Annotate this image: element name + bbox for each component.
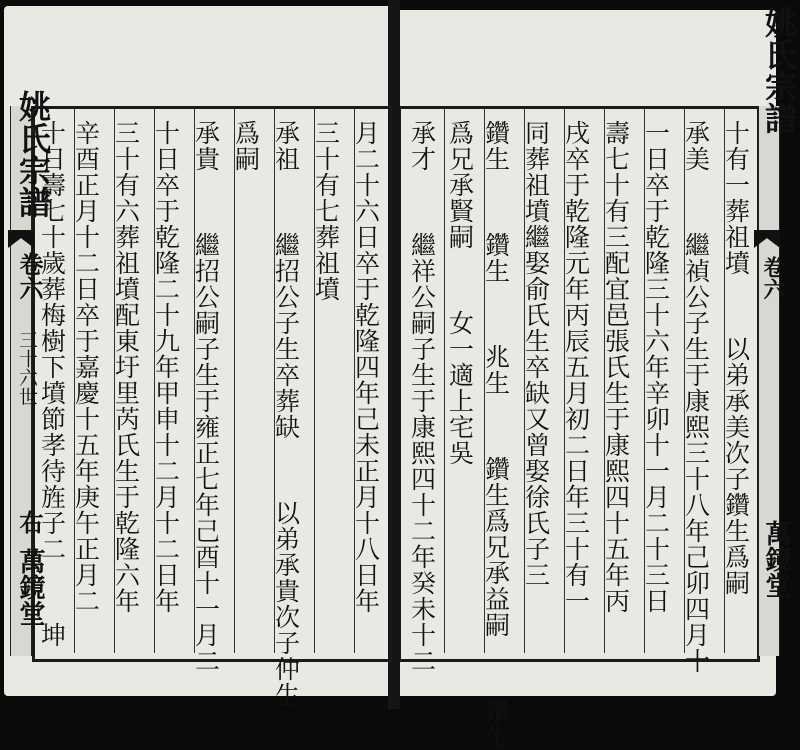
column-text: 一日卒于乾隆三十六年辛卯十一月二十三日	[641, 120, 671, 614]
text-column	[146, 110, 186, 652]
text-column	[266, 110, 306, 708]
column-text: 三十有七葬祖墳	[311, 120, 341, 302]
volume-label-right: 卷六	[760, 256, 786, 300]
book-title-right: 姚氏宗譜	[760, 6, 798, 134]
column-text: 爲嗣	[231, 120, 261, 172]
text-column	[636, 110, 676, 652]
column-text: 辛酉正月十二日卒于嘉慶十五年庚午正月二	[71, 120, 101, 614]
column-text: 十日卒于乾隆二十九年甲申十二月十二日年	[151, 120, 181, 614]
column-text: 十日壽七十歲葬梅樹下墳節孝待旌子二 坤	[37, 120, 67, 648]
text-column	[440, 110, 480, 652]
text-column	[66, 110, 106, 652]
column-text: 承貴 繼招公嗣子生于雍正七年己酉十一月二	[191, 120, 221, 674]
hall-name-right: 萬鏡堂	[761, 520, 791, 598]
column-text: 爲兄承賢嗣 女一適上宅吳	[445, 120, 475, 466]
text-column	[596, 110, 636, 652]
text-column	[346, 110, 386, 652]
column-text: 承美 繼禎公子生于康熙三十八年己卯四月十	[681, 120, 711, 674]
text-column	[106, 110, 146, 652]
generation-label: 三十六世	[16, 330, 38, 406]
text-column	[32, 110, 72, 652]
text-column	[676, 110, 716, 674]
volume-label-left: 卷六	[15, 252, 44, 300]
text-column	[226, 110, 266, 652]
text-column	[402, 110, 442, 674]
column-text: 同葬祖墳繼娶俞氏生卒缺又曾娶徐氏子三	[521, 120, 551, 588]
column-text: 鑽生 鑽生 兆生 鑽生爲兄承益嗣 鑽生	[481, 120, 511, 750]
column-text: 承祖 繼招公子生卒葬缺 以弟承貴次子仲生	[271, 120, 301, 708]
column-text: 壽七十有三配宜邑張氏生于康熙四十五年丙	[601, 120, 631, 614]
text-column	[306, 110, 346, 652]
text-column	[716, 110, 756, 652]
column-text: 月二十六日卒于乾隆四年己未正月十八日年	[351, 120, 381, 614]
book-title-left: 姚氏宗譜	[14, 90, 52, 218]
text-column	[186, 110, 226, 674]
column-text: 承才 繼祥公嗣子生于康熙四十二年癸未十二	[407, 120, 437, 674]
text-column	[516, 110, 556, 652]
column-text: 三十有六葬祖墳配東圩里芮氏生于乾隆六年	[111, 120, 141, 614]
column-text: 十有一葬祖墳 以弟承美次子鑽生爲嗣	[721, 120, 751, 596]
text-column	[556, 110, 596, 652]
text-column	[476, 110, 516, 750]
column-text: 戌卒于乾隆元年丙辰五月初二日年三十有一	[561, 120, 591, 614]
hall-name-left: 萬鏡堂	[15, 548, 45, 626]
hall-prefix: 右	[15, 510, 44, 534]
